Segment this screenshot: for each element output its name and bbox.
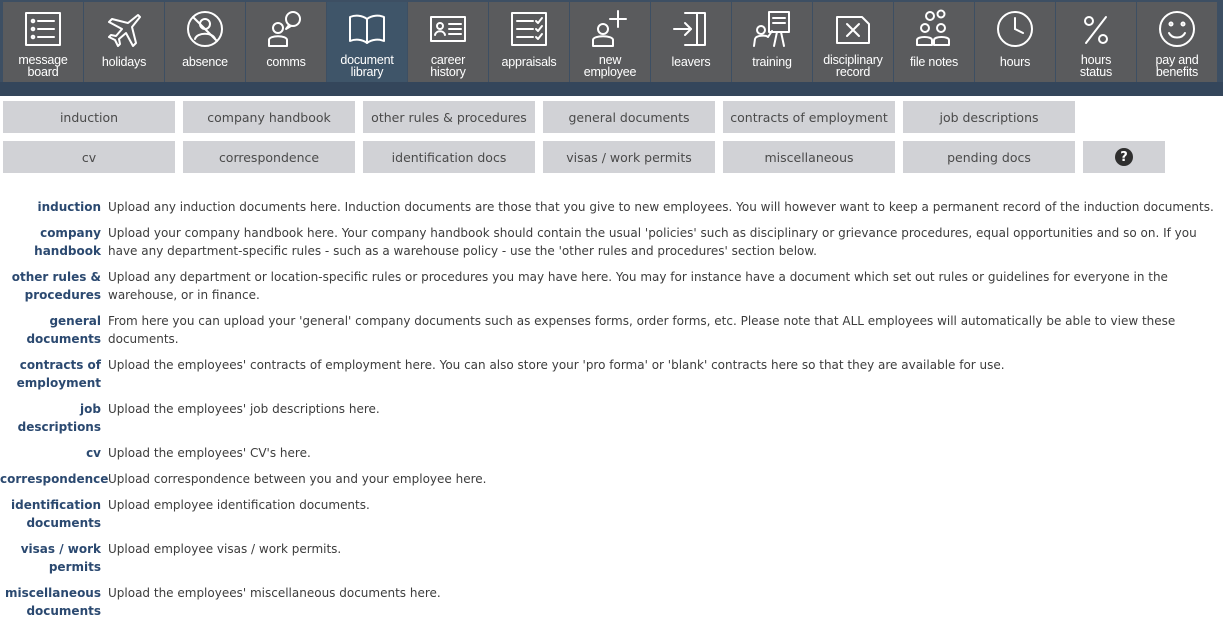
description-row: [0, 444, 1223, 462]
toolbar-label: employee: [583, 65, 637, 79]
description-text: Upload any department or location-specific rules or procedures you may have here. You may for instance have a document which set out rules or guidelines for everyone in the warehouse, or in finance.: [108, 270, 1168, 302]
toolbar-button-career-history[interactable]: [408, 2, 488, 82]
description-row: [0, 198, 1223, 216]
tab-company-handbook[interactable]: company handbook: [183, 101, 355, 133]
absence-icon: [185, 9, 225, 49]
description-text: Upload the employees' contracts of employment here. You can also store your 'pro forma' or 'blank' contracts here so that they are available for use.: [108, 358, 1005, 372]
toolbar-label: status: [1079, 65, 1113, 79]
toolbar-label: hours: [999, 55, 1031, 69]
toolbar-label: benefits: [1155, 65, 1199, 79]
toolbar-label: library: [350, 65, 384, 79]
main-toolbar: [0, 0, 1223, 96]
tab-contracts-of-employment[interactable]: contracts of employment: [723, 101, 895, 133]
toolbar-button-file-notes[interactable]: [894, 2, 974, 82]
toolbar-label: comms: [266, 55, 306, 69]
toolbar-label: pay and: [1155, 53, 1199, 67]
smiley-icon: [1157, 9, 1197, 49]
toolbar-label: file notes: [909, 55, 959, 69]
description-row: [0, 224, 1223, 260]
description-row: [0, 470, 1223, 488]
description-row: [0, 312, 1223, 348]
description-term: cv: [86, 446, 101, 460]
description-term: miscellaneous documents: [5, 586, 101, 618]
description-term: contracts of employment: [16, 358, 101, 390]
toolbar-button-document-library[interactable]: [327, 2, 407, 82]
description-text: Upload any induction documents here. Induction documents are those that you give to new employees. You will however want to keep a permanent record of the induction documents.: [108, 200, 1214, 214]
tab-visas-work-permits[interactable]: visas / work permits: [543, 141, 715, 173]
clock-icon: [995, 9, 1035, 49]
toolbar-button-new-employee[interactable]: [570, 2, 650, 82]
description-term: induction: [37, 200, 101, 214]
description-term: general documents: [26, 314, 101, 346]
tab-identification-docs[interactable]: identification docs: [363, 141, 535, 173]
toolbar-label: new: [598, 53, 622, 67]
toolbar-button-pay-and-benefits[interactable]: [1137, 2, 1217, 82]
description-term: correspondence: [0, 472, 109, 486]
help-icon: ?: [1115, 148, 1133, 166]
toolbar-label: holidays: [101, 55, 147, 69]
toolbar-strip: [0, 82, 1223, 96]
toolbar-label: career: [430, 53, 466, 67]
comms-icon: [266, 9, 306, 49]
description-text: From here you can upload your 'general' company documents such as expenses forms, order forms, etc. Please note that ALL employees will automatically be able to view these documents.: [108, 314, 1176, 346]
description-row: [0, 400, 1223, 436]
description-row: [0, 268, 1223, 304]
description-row: [0, 496, 1223, 532]
description-term: other rules & procedures: [11, 270, 101, 302]
airplane-icon: [104, 9, 144, 49]
help-button[interactable]: [1083, 141, 1165, 173]
toolbar-button-message-board[interactable]: [3, 2, 83, 82]
description-term: identification documents: [11, 498, 101, 530]
add-person-icon: [590, 9, 630, 49]
tab-general-documents[interactable]: general documents: [543, 101, 715, 133]
toolbar-button-leavers[interactable]: [651, 2, 731, 82]
description-text: Upload employee visas / work permits.: [108, 542, 342, 556]
checklist-icon: [509, 9, 549, 49]
toolbar-button-holidays[interactable]: [84, 2, 164, 82]
open-book-icon: [347, 9, 387, 49]
toolbar-label: record: [835, 65, 871, 79]
toolbar-button-disciplinary-record[interactable]: [813, 2, 893, 82]
toolbar-label: board: [27, 65, 59, 79]
toolbar-button-hours-status[interactable]: [1056, 2, 1136, 82]
description-row: [0, 540, 1223, 576]
description-text: Upload the employees' job descriptions here.: [108, 402, 380, 416]
id-card-icon: [428, 9, 468, 49]
toolbar-button-absence[interactable]: [165, 2, 245, 82]
description-term: company handbook: [34, 226, 101, 258]
description-term: job descriptions: [17, 402, 101, 434]
toolbar-label: hours: [1080, 53, 1112, 67]
tab-cv[interactable]: cv: [3, 141, 175, 173]
exit-door-icon: [671, 9, 711, 49]
toolbar-label: training: [752, 55, 792, 69]
description-text: Upload the employees' miscellaneous documents here.: [108, 586, 441, 600]
file-notes-icon: [914, 9, 954, 49]
toolbar-button-hours[interactable]: [975, 2, 1055, 82]
training-board-icon: [752, 9, 792, 49]
toolbar-label: document: [340, 53, 394, 67]
description-text: Upload employee identification documents.: [108, 498, 370, 512]
tab-miscellaneous[interactable]: miscellaneous: [723, 141, 895, 173]
description-text: Upload your company handbook here. Your company handbook should contain the usual 'policies' such as disciplinary or grievance procedures, equal opportunities and so on. If you have any department-specific rules - such as a warehouse policy - use the 'other rules and procedures' section below.: [108, 226, 1197, 258]
toolbar-button-training[interactable]: [732, 2, 812, 82]
tab-induction[interactable]: induction: [3, 101, 175, 133]
toolbar-button-comms[interactable]: [246, 2, 326, 82]
section-descriptions: [0, 198, 1223, 628]
toolbar-label: absence: [182, 55, 228, 69]
tab-correspondence[interactable]: correspondence: [183, 141, 355, 173]
description-row: [0, 584, 1223, 620]
toolbar-label: leavers: [671, 55, 711, 69]
percent-icon: [1076, 9, 1116, 49]
description-row: [0, 356, 1223, 392]
disciplinary-icon: [833, 9, 873, 49]
toolbar-label: disciplinary: [823, 53, 883, 67]
tab-job-descriptions[interactable]: job descriptions: [903, 101, 1075, 133]
description-text: Upload the employees' CV's here.: [108, 446, 311, 460]
toolbar-label: message: [18, 53, 68, 67]
message-board-icon: [23, 9, 63, 49]
description-text: Upload correspondence between you and your employee here.: [108, 472, 487, 486]
tab-pending-docs[interactable]: pending docs: [903, 141, 1075, 173]
tab-other-rules-procedures[interactable]: other rules & procedures: [363, 101, 535, 133]
description-term: visas / work permits: [20, 542, 101, 574]
toolbar-label: appraisals: [501, 55, 557, 69]
toolbar-button-appraisals[interactable]: [489, 2, 569, 82]
toolbar-label: history: [430, 65, 466, 79]
